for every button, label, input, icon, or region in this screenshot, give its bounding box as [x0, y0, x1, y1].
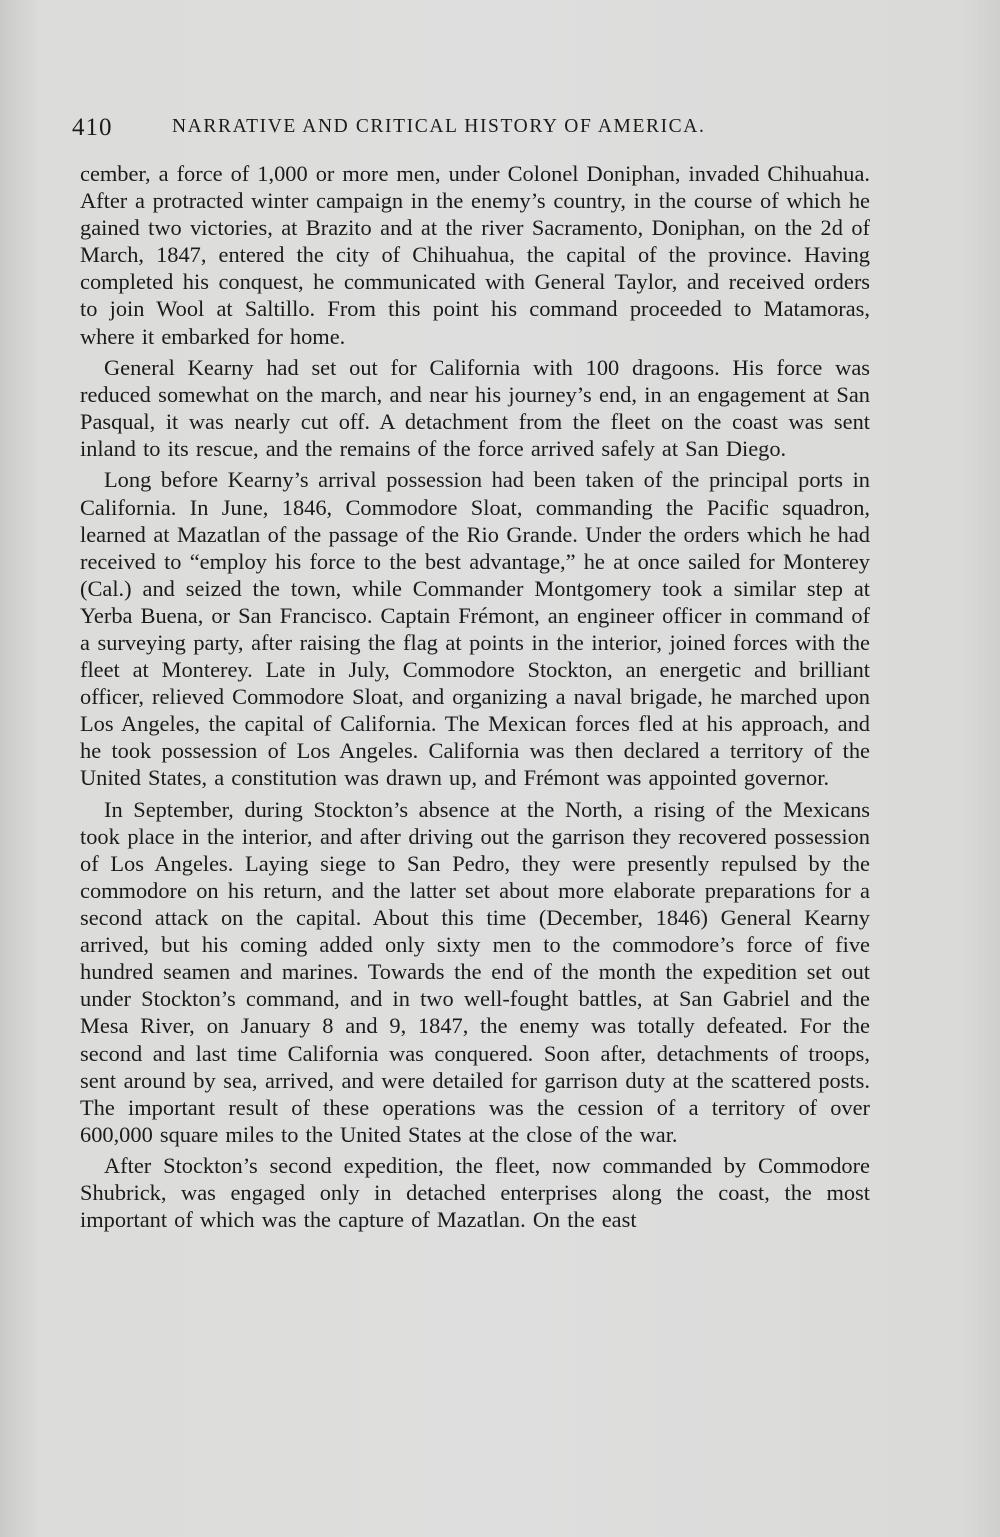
running-head: NARRATIVE AND CRITICAL HISTORY OF AMERICA.: [172, 116, 706, 137]
page-header: [72, 112, 872, 146]
paragraph: cember, a force of 1,000 or more men, under Colonel Doniphan, invaded Chihuahua. After a protracted winter campaign in the enemy’s country, in the course of which he gained two victories, at Brazito and at the river Sacramento, Doniphan, on the 2d of March, 1847, entered the city of Chihuahua, the capital of the province. Having completed his conquest, he communicated with General Taylor, and received orders to join Wool at Saltillo. From this point his command proceeded to Matamoras, where it embarked for home.: [80, 161, 870, 349]
paragraph: After Stockton’s second expedition, the fleet, now commanded by Commodore Shubrick, was engaged only in detached enterprises along the coast, the most important of which was the capture of Mazatlan. On the east: [80, 1153, 870, 1233]
paragraph: Long before Kearny’s arrival possession had been taken of the principal ports in California. In June, 1846, Commodore Sloat, commanding the Pacific squadron, learned at Mazatlan of the passage of the Rio Grande. Under the orders which he had received to “employ his force to the best advantage,” he at once sailed for Monterey (Cal.) and seized the town, while Commander Montgomery took a similar step at Yerba Buena, or San Francisco. Captain Frémont, an engineer officer in command of a surveying party, after raising the flag at points in the interior, joined forces with the fleet at Monterey. Late in July, Commodore Stockton, an energetic and brilliant officer, relieved Commodore Sloat, and organizing a naval brigade, he marched upon Los Angeles, the capital of California. The Mexican forces fled at his approach, and he took possession of Los Angeles. California was then declared a territory of the United States, a constitution was drawn up, and Frémont was appointed governor.: [80, 467, 870, 791]
page-number: 410: [72, 114, 113, 141]
paragraph: General Kearny had set out for California with 100 dragoons. His force was reduced somewhat on the march, and near his journey’s end, in an engagement at San Pasqual, it was nearly cut off. A detachment from the fleet on the coast was sent inland to its rescue, and the remains of the force arrived safely at San Diego.: [80, 354, 870, 462]
paragraph: In September, during Stockton’s absence at the North, a rising of the Mexicans took place in the interior, and after driving out the garrison they recovered possession of Los Angeles. Laying siege to San Pedro, they were presently repulsed by the commodore on his return, and the latter set about more elaborate preparations for a second attack on the capital. About this time (December, 1846) General Kearny arrived, but his coming added only sixty men to the commodore’s force of five hundred seamen and marines. Towards the end of the month the expedition set out under Stockton’s command, and in two well-fought battles, at San Gabriel and the Mesa River, on January 8 and 9, 1847, the enemy was totally defeated. For the second and last time California was conquered. Soon after, detachments of troops, sent around by sea, arrived, and were detailed for garrison duty at the scattered posts. The important result of these operations was the cession of a territory of over 600,000 square miles to the United States at the close of the war.: [80, 796, 870, 1147]
body-text: [80, 160, 870, 1238]
